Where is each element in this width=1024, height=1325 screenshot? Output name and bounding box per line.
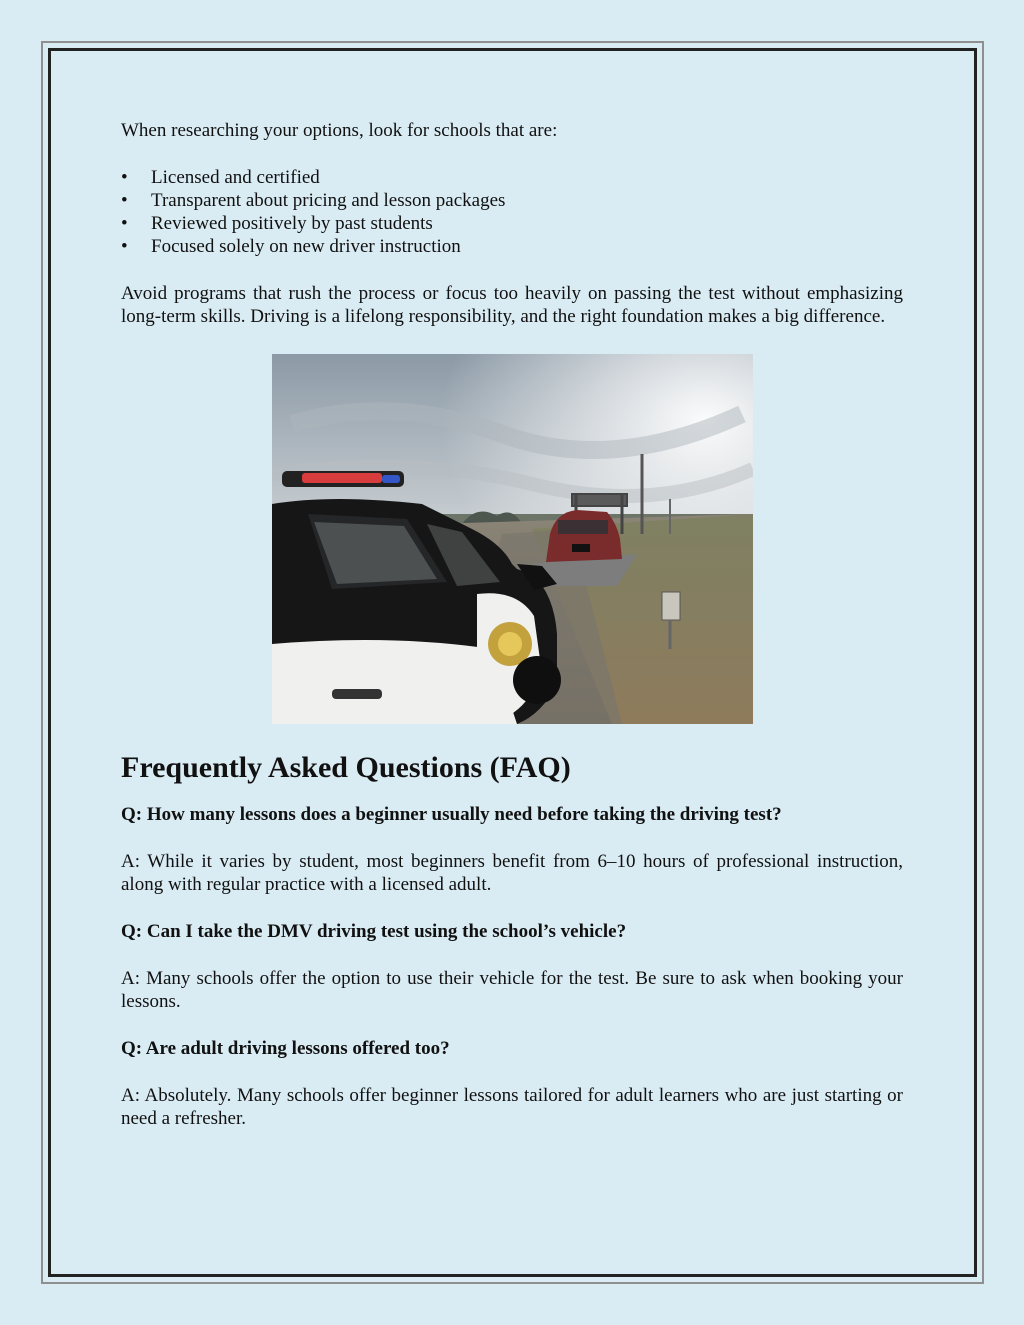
faq-item bbox=[121, 1037, 903, 1130]
faq-answer: A: Absolutely. Many schools offer beginner lessons tailored for adult learners who are just starting or need a refresher. bbox=[121, 1085, 903, 1129]
bullet-icon: • bbox=[121, 190, 128, 211]
faq-question: Q: Can I take the DMV driving test using the school’s vehicle? bbox=[121, 921, 627, 942]
list-item-text: Licensed and certified bbox=[151, 167, 320, 188]
list-item bbox=[121, 166, 903, 189]
faq-question: Q: How many lessons does a beginner usually need before taking the driving test? bbox=[121, 804, 782, 825]
intro-text: When researching your options, look for schools that are: bbox=[121, 120, 558, 141]
faq-answer: A: While it varies by student, most beginners benefit from 6–10 hours of professional instruction, along with regular practice with a licensed adult. bbox=[121, 851, 903, 895]
faq-item bbox=[121, 920, 903, 1013]
faq-question: Q: Are adult driving lessons offered too? bbox=[121, 1038, 450, 1059]
list-item-text: Focused solely on new driver instruction bbox=[151, 236, 461, 257]
avoid-paragraph: Avoid programs that rush the process or focus too heavily on passing the test without emphasizing long-term skills. Driving is a lifelong responsibility, and the right foundation makes a big difference. bbox=[121, 283, 903, 327]
list-item-text: Reviewed positively by past students bbox=[151, 213, 433, 234]
document-content bbox=[121, 119, 903, 1130]
list-item bbox=[121, 212, 903, 235]
list-item bbox=[121, 235, 903, 258]
bullet-icon: • bbox=[121, 236, 128, 257]
patrol-car-tow-truck-photo bbox=[272, 354, 753, 724]
list-item-text: Transparent about pricing and lesson packages bbox=[151, 190, 506, 211]
faq-answer: A: Many schools offer the option to use their vehicle for the test. Be sure to ask when booking your lessons. bbox=[121, 968, 903, 1012]
school-criteria-list bbox=[121, 166, 903, 258]
faq-item bbox=[121, 803, 903, 896]
faq-heading: Frequently Asked Questions (FAQ) bbox=[121, 751, 571, 784]
bullet-icon: • bbox=[121, 167, 128, 188]
bullet-icon: • bbox=[121, 213, 128, 234]
list-item bbox=[121, 189, 903, 212]
